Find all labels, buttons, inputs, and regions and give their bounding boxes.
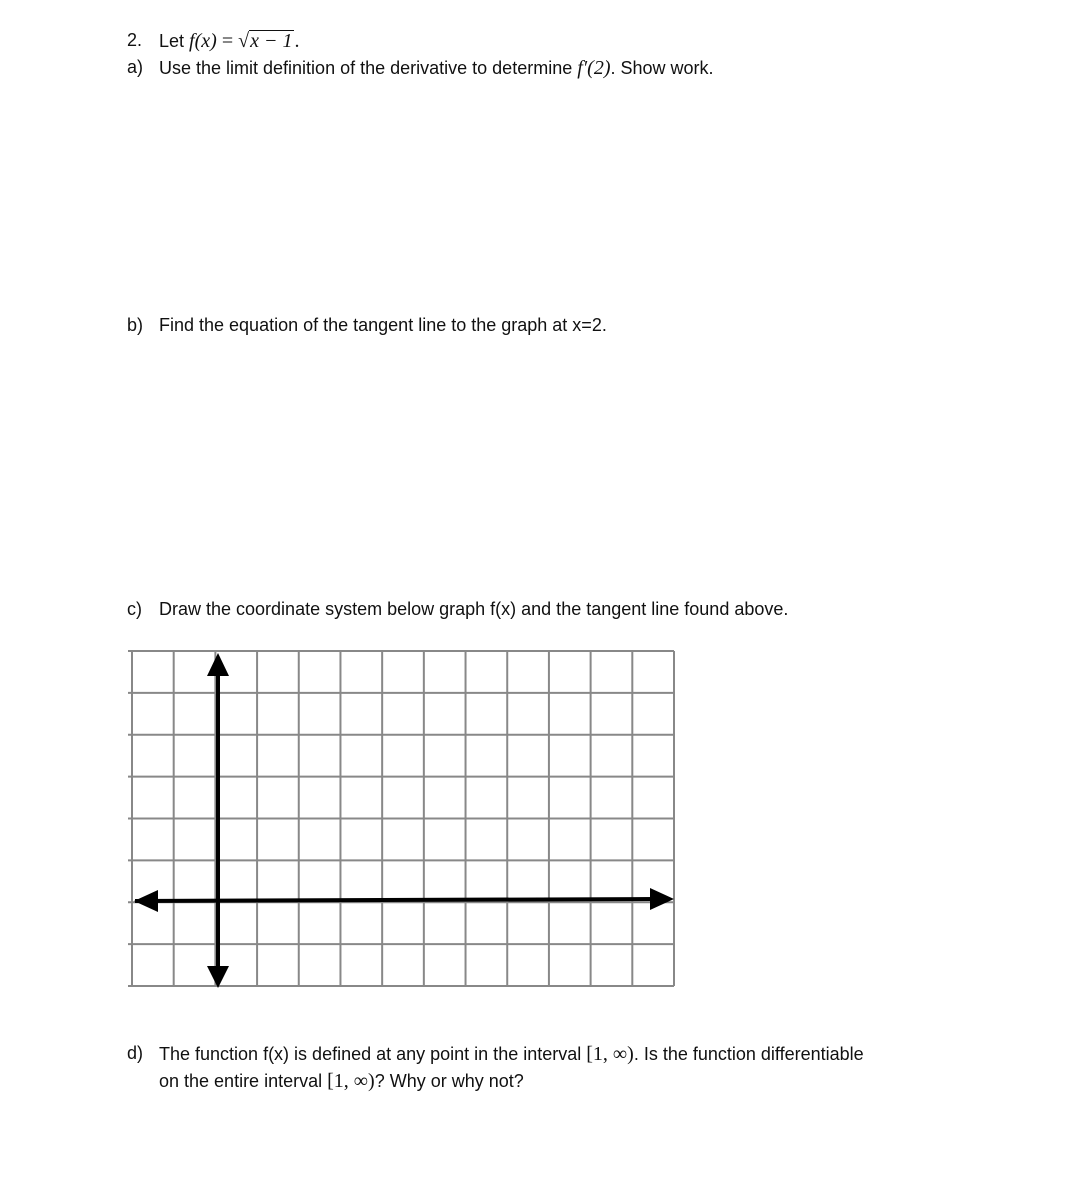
sqrt-symbol: √ xyxy=(238,30,250,52)
part-a-label: a) xyxy=(127,57,144,77)
part-d-text2-end: ? Why or why not? xyxy=(374,1071,524,1091)
grid-lines xyxy=(128,651,674,986)
part-a-tail: . Show work. xyxy=(610,58,714,78)
part-d-label: d) xyxy=(127,1043,144,1063)
part-c-text: Draw the coordinate system below graph f(x) and the tangent line found above. xyxy=(159,599,789,619)
function-lhs: f(x) xyxy=(189,30,217,52)
part-d-interval2: [1, ∞) xyxy=(327,1070,375,1092)
intro-word: Let xyxy=(159,31,185,51)
problem-number: 2. xyxy=(127,30,143,50)
part-c-label: c) xyxy=(127,599,142,619)
y-axis-down-arrow xyxy=(207,966,229,988)
period: . xyxy=(294,30,300,52)
part-d-text1: The function f(x) is defined at any point in the interval xyxy=(159,1044,582,1064)
part-a-text: Use the limit definition of the derivative to determine xyxy=(159,58,573,78)
part-d-text1-end: . Is the function differentiable xyxy=(633,1044,864,1064)
part-d-question-line2 xyxy=(159,1070,524,1093)
part-d-interval1: [1, ∞) xyxy=(586,1043,634,1065)
x-axis xyxy=(135,899,655,901)
part-a-math: f′(2) xyxy=(577,57,611,79)
part-b-label: b) xyxy=(127,315,144,335)
part-b-text: Find the equation of the tangent line to the graph at x=2. xyxy=(159,315,607,335)
part-d-text2: on the entire interval xyxy=(159,1071,323,1091)
radicand: x − 1 xyxy=(250,30,293,52)
x-axis-left-arrow xyxy=(134,890,158,912)
equals-sign: = xyxy=(221,30,234,52)
x-axis-right-arrow xyxy=(650,888,674,910)
part-d-question-line1 xyxy=(159,1043,864,1066)
y-axis-up-arrow xyxy=(207,653,229,676)
